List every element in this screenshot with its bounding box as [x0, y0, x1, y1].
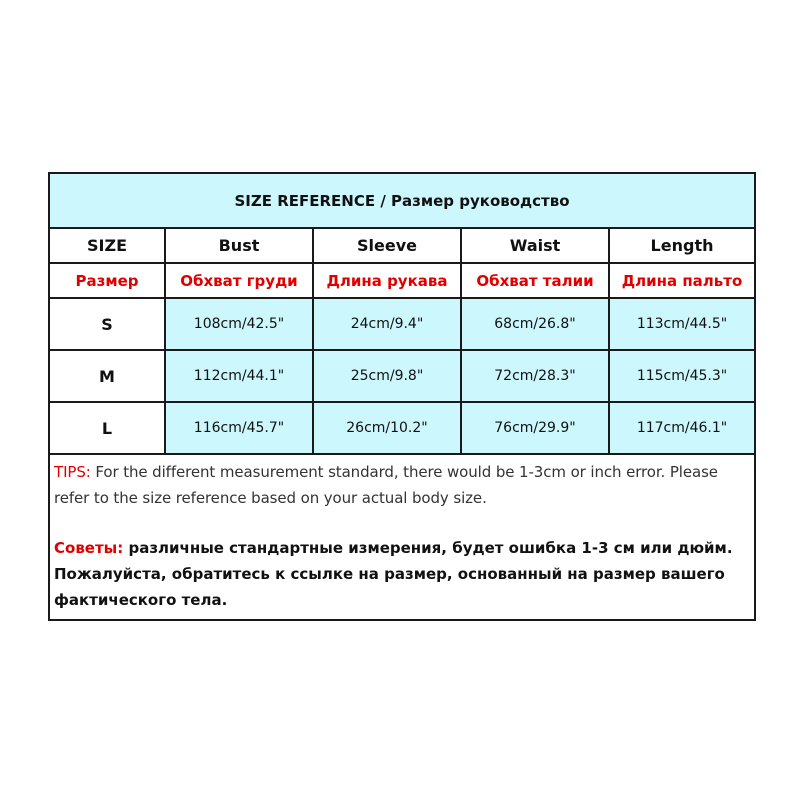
length-value: 115cm/45.3"	[609, 350, 755, 402]
header-sleeve-en: Sleeve	[313, 228, 461, 263]
table-row	[49, 298, 755, 350]
header-sleeve-ru: Длина рукава	[313, 263, 461, 298]
header-bust-en: Bust	[165, 228, 313, 263]
tips-text-en: For the different measurement standard, there would be 1-3cm or inch error. Please refer to the size reference based on your actual body size.	[54, 463, 718, 507]
waist-value: 76cm/29.9"	[461, 402, 609, 454]
header-size-en: SIZE	[49, 228, 165, 263]
table-row	[49, 350, 755, 402]
tips-english	[54, 459, 750, 511]
waist-value: 72cm/28.3"	[461, 350, 609, 402]
sleeve-value: 25cm/9.8"	[313, 350, 461, 402]
header-size-ru: Размер	[49, 263, 165, 298]
header-row-en	[49, 228, 755, 263]
sleeve-value: 26cm/10.2"	[313, 402, 461, 454]
bust-value: 112cm/44.1"	[165, 350, 313, 402]
bust-value: 108cm/42.5"	[165, 298, 313, 350]
header-waist-ru: Обхват талии	[461, 263, 609, 298]
header-length-ru: Длина пальто	[609, 263, 755, 298]
tips-label-ru: Советы:	[54, 539, 124, 557]
waist-value: 68cm/26.8"	[461, 298, 609, 350]
header-length-en: Length	[609, 228, 755, 263]
length-value: 113cm/44.5"	[609, 298, 755, 350]
title-row	[49, 173, 755, 228]
notes-cell	[49, 454, 755, 620]
header-bust-ru: Обхват груди	[165, 263, 313, 298]
tips-russian	[54, 535, 750, 613]
tips-label-en: TIPS:	[54, 463, 91, 481]
length-value: 117cm/46.1"	[609, 402, 755, 454]
notes-row	[49, 454, 755, 620]
tips-text-ru: различные стандартные измерения, будет ошибка 1-3 см или дюйм. Пожалуйста, обратитесь к ссылке на размер, основанный на размер вашего фактического тела.	[54, 539, 733, 609]
size-label: S	[49, 298, 165, 350]
bust-value: 116cm/45.7"	[165, 402, 313, 454]
sleeve-value: 24cm/9.4"	[313, 298, 461, 350]
table-title: SIZE REFERENCE / Размер руководство	[49, 173, 755, 228]
header-row-ru	[49, 263, 755, 298]
size-label: L	[49, 402, 165, 454]
table-row	[49, 402, 755, 454]
size-label: M	[49, 350, 165, 402]
header-waist-en: Waist	[461, 228, 609, 263]
size-reference-table	[48, 172, 756, 621]
